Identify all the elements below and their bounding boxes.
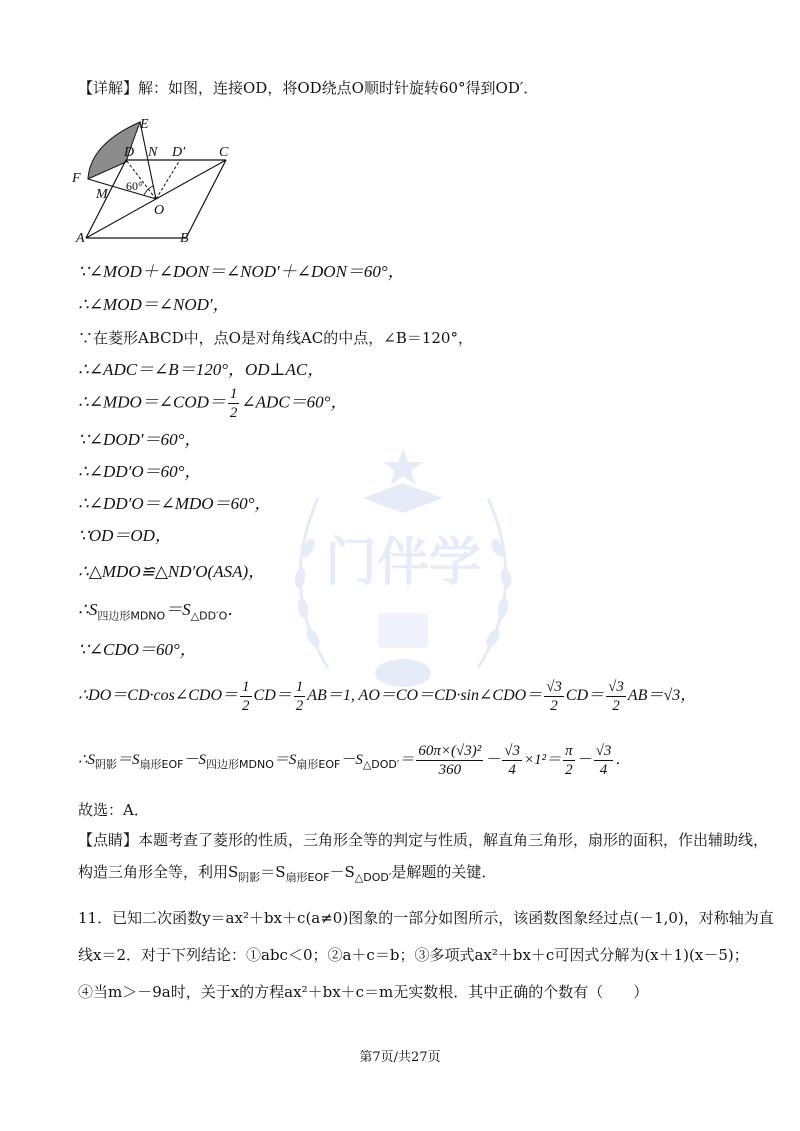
derivation-line-9: ∵OD＝OD， [78,526,172,545]
label-B: B [180,231,189,246]
comment-line-1: 【点睛】本题考查了菱形的性质，三角形全等的判定与性质，解直角三角形，扇形的面积，作出辅助线， [78,831,769,849]
label-O: O [154,203,165,218]
label-F: F [72,171,81,186]
derivation-line-14: $\therefore S_{阴影}=S_{扇形EOF}-S_{四边形MDNO}=S_{扇形EOF}-S_{\triangle DOD'}=$ $\frac{\text{60π×(√3)²}}{360}$ － $\frac{√3}{4}$ ×1²＝ $\frac{\pi}{2}$ － $\frac{√3}{4}$ ． [78,743,631,778]
derivation-line-13: ∴DO＝CD·cos∠CDO＝ $\frac{1}{2}$ CD＝ $\frac{1}{2}$ AB＝1, AO＝CO＝CD·sin∠CDO＝ $\frac{√3}{2}$ CD＝ $\frac{√3}{2}$ AB＝√3， [78,679,697,714]
label-N: N [148,145,158,160]
derivation-line-12: ∵∠CDO＝60°， [78,640,197,659]
derivation-line-4: ∴∠ADC＝∠B＝120°，OD⊥AC， [78,360,325,379]
derivation-line-6: ∵∠DOD′＝60°， [78,430,202,449]
derivation-line-2: ∴∠MOD＝∠NOD′， [78,295,230,314]
question-11-line-3: ④当m＞－9a时，关于x的方程ax²＋bx＋c＝m无实数根．其中正确的个数有（ ） [78,983,649,1001]
fraction-half: $\frac{1}{2}$ [229,386,238,421]
question-11-line-2: 线x＝2．对于下列结论：①abc＜0；②a＋c＝b；③多项式ax²＋bx＋c可因式分解为(x＋1)(x－5)； [78,946,749,964]
geometry-figure [68,114,268,249]
comment-line-2: 构造三角形全等，利用$S_{阴影}=S_{扇形EOF}-S_{\triangle DOD'}$是解题的关键． [78,863,497,884]
line5-rhs: ∠ADC＝60°， [241,392,348,412]
fraction-sector-area: $\frac{\text{60π×(√3)²}}{360}$ [418,743,482,778]
dashed-ODp [156,160,180,199]
derivation-line-11: $\therefore S_{四边形MDNO}=S_{\triangle DD'O}$． [78,600,245,623]
derivation-line-7: ∴∠DD′O＝60°， [78,462,202,481]
question-11-line-1: 11．已知二次函数y＝ax²＋bx＋c(a≠0)图象的一部分如图所示，该函数图象经过点(－1,0)，对称轴为直 [78,909,774,927]
derivation-line-3: ∵在菱形ABCD中，点O是对角线AC的中点，∠B＝120°， [78,329,473,347]
derivation-line-10: ∴△MDO≌△ND′O(ASA)， [78,562,266,581]
label-D: D [124,145,135,160]
answer-line: 故选：A． [78,801,149,819]
page-number: 第7页/共27页 [359,1050,441,1065]
watermark-text: 门伴学 [324,533,482,593]
solution-intro: 【详解】解：如图，连接OD，将OD绕点O顺时针旋转60°得到OD′． [78,79,539,97]
derivation-line-8: ∴∠DD′O＝∠MDO＝60°， [78,494,272,513]
derivation-line-1: ∵∠MOD＋∠DON＝∠NOD′＋∠DON＝60°， [78,262,405,281]
label-angle: 60° [126,179,143,193]
watermark-logo [268,438,538,708]
line5-lhs: ∴∠MDO＝∠COD＝ [78,392,226,412]
label-A: A [76,231,85,246]
label-C: C [219,145,229,160]
derivation-line-5 [78,385,347,422]
label-M: M [96,187,108,202]
label-E: E [140,117,149,132]
label-Dprime: D′ [172,145,186,160]
